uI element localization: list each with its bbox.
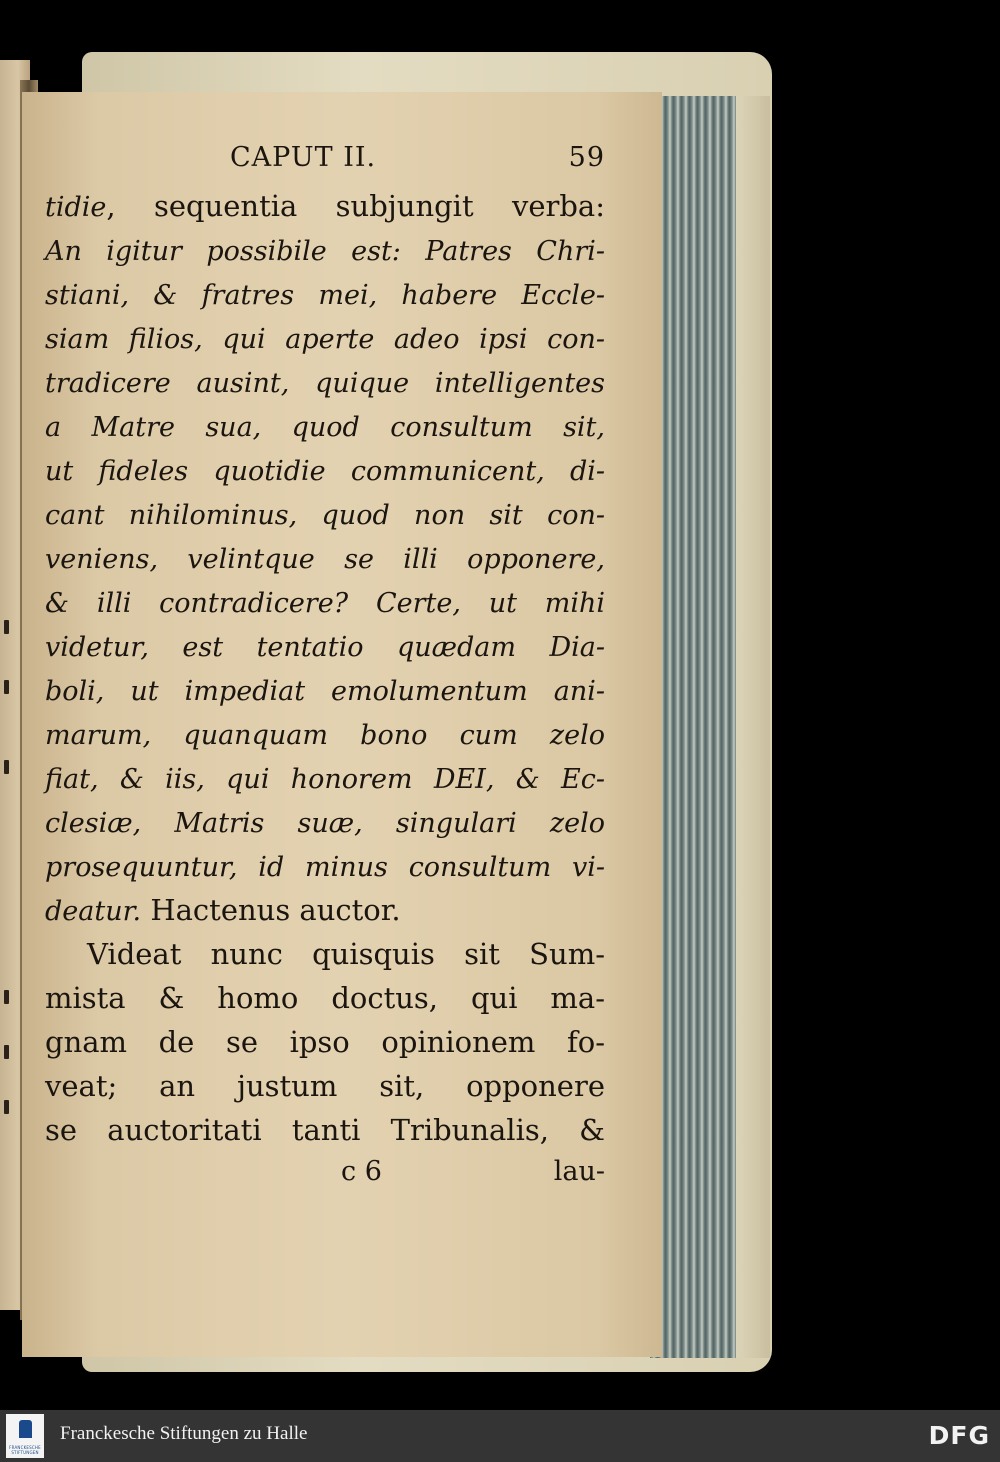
italic-text: siam filios, qui aperte adeo ipsi con- [45, 324, 605, 355]
catchword: lau- [553, 1156, 605, 1187]
text-line [45, 272, 605, 316]
italic-text: clesiæ, Matris suæ, singulari zelo [45, 808, 605, 839]
italic-text: deatur. [45, 896, 142, 927]
roman-text: , sequentia subjungit verba: [106, 189, 605, 223]
italic-text: veniens, velintque se illi opponere, [45, 544, 605, 575]
text-line [45, 756, 605, 800]
cover-edge [730, 96, 770, 1358]
page-edges [650, 96, 736, 1358]
text-line [45, 536, 605, 580]
roman-text: gnam de se ipso opinionem fo- [45, 1025, 605, 1059]
roman-text: se auctoritati tanti Tribunalis, & [45, 1113, 605, 1147]
logo-text: FRANCKESCHE STIFTUNGEN [9, 1445, 41, 1455]
roman-text: Hactenus auctor. [141, 893, 401, 927]
text-line [45, 360, 605, 404]
text-line [45, 712, 605, 756]
italic-text: fiat, & iis, qui honorem DEI, & Ec- [45, 764, 605, 795]
text-lines [45, 184, 605, 1152]
roman-text: Videat nunc quisquis sit Sum- [87, 937, 605, 971]
italic-text: videtur, est tentatio quædam Dia- [45, 632, 605, 663]
text-line [45, 448, 605, 492]
text-line [45, 932, 605, 976]
text-line [45, 228, 605, 272]
text-line [45, 1020, 605, 1064]
text-line [45, 184, 605, 228]
text-line [45, 1108, 605, 1152]
text-line [45, 404, 605, 448]
italic-text: marum, quanquam bono cum zelo [45, 720, 605, 751]
italic-text: tidie [45, 192, 107, 223]
roman-text: veat; an justum sit, opponere [45, 1069, 605, 1103]
italic-text: tradicere ausint, quique intelligentes [45, 368, 605, 399]
chapter-heading: CAPUT II. [230, 142, 377, 173]
text-line [45, 976, 605, 1020]
text-line [45, 624, 605, 668]
dfg-logo[interactable]: DFG [928, 1421, 990, 1450]
text-line [45, 844, 605, 888]
page-text [45, 140, 605, 1196]
text-line [45, 668, 605, 712]
text-line [45, 316, 605, 360]
italic-text: prosequuntur, id minus consultum vi- [45, 852, 605, 883]
signature-mark: c 6 [341, 1156, 382, 1187]
text-line [45, 580, 605, 624]
text-line [45, 492, 605, 536]
text-line [45, 1064, 605, 1108]
italic-text: a Matre sua, quod consultum sit, [45, 412, 605, 443]
institution-name[interactable]: Franckesche Stiftungen zu Halle [60, 1423, 308, 1444]
running-head [45, 140, 605, 184]
page-footer-line [45, 1152, 605, 1196]
page-number: 59 [568, 142, 605, 173]
text-line [45, 888, 605, 932]
viewer-footer [0, 1410, 1000, 1462]
italic-text: cant nihilominus, quod non sit con- [45, 500, 605, 531]
text-line [45, 800, 605, 844]
italic-text: & illi contradicere? Certe, ut mihi [45, 588, 605, 619]
italic-text: An igitur possibile est: Patres Chri- [45, 236, 605, 267]
italic-text: boli, ut impediat emolumentum ani- [45, 676, 605, 707]
franckesche-logo[interactable] [6, 1414, 44, 1458]
building-icon [19, 1420, 32, 1438]
roman-text: mista & homo doctus, qui ma- [45, 981, 605, 1015]
italic-text: stiani, & fratres mei, habere Eccle- [45, 280, 605, 311]
italic-text: ut fideles quotidie communicent, di- [45, 456, 605, 487]
